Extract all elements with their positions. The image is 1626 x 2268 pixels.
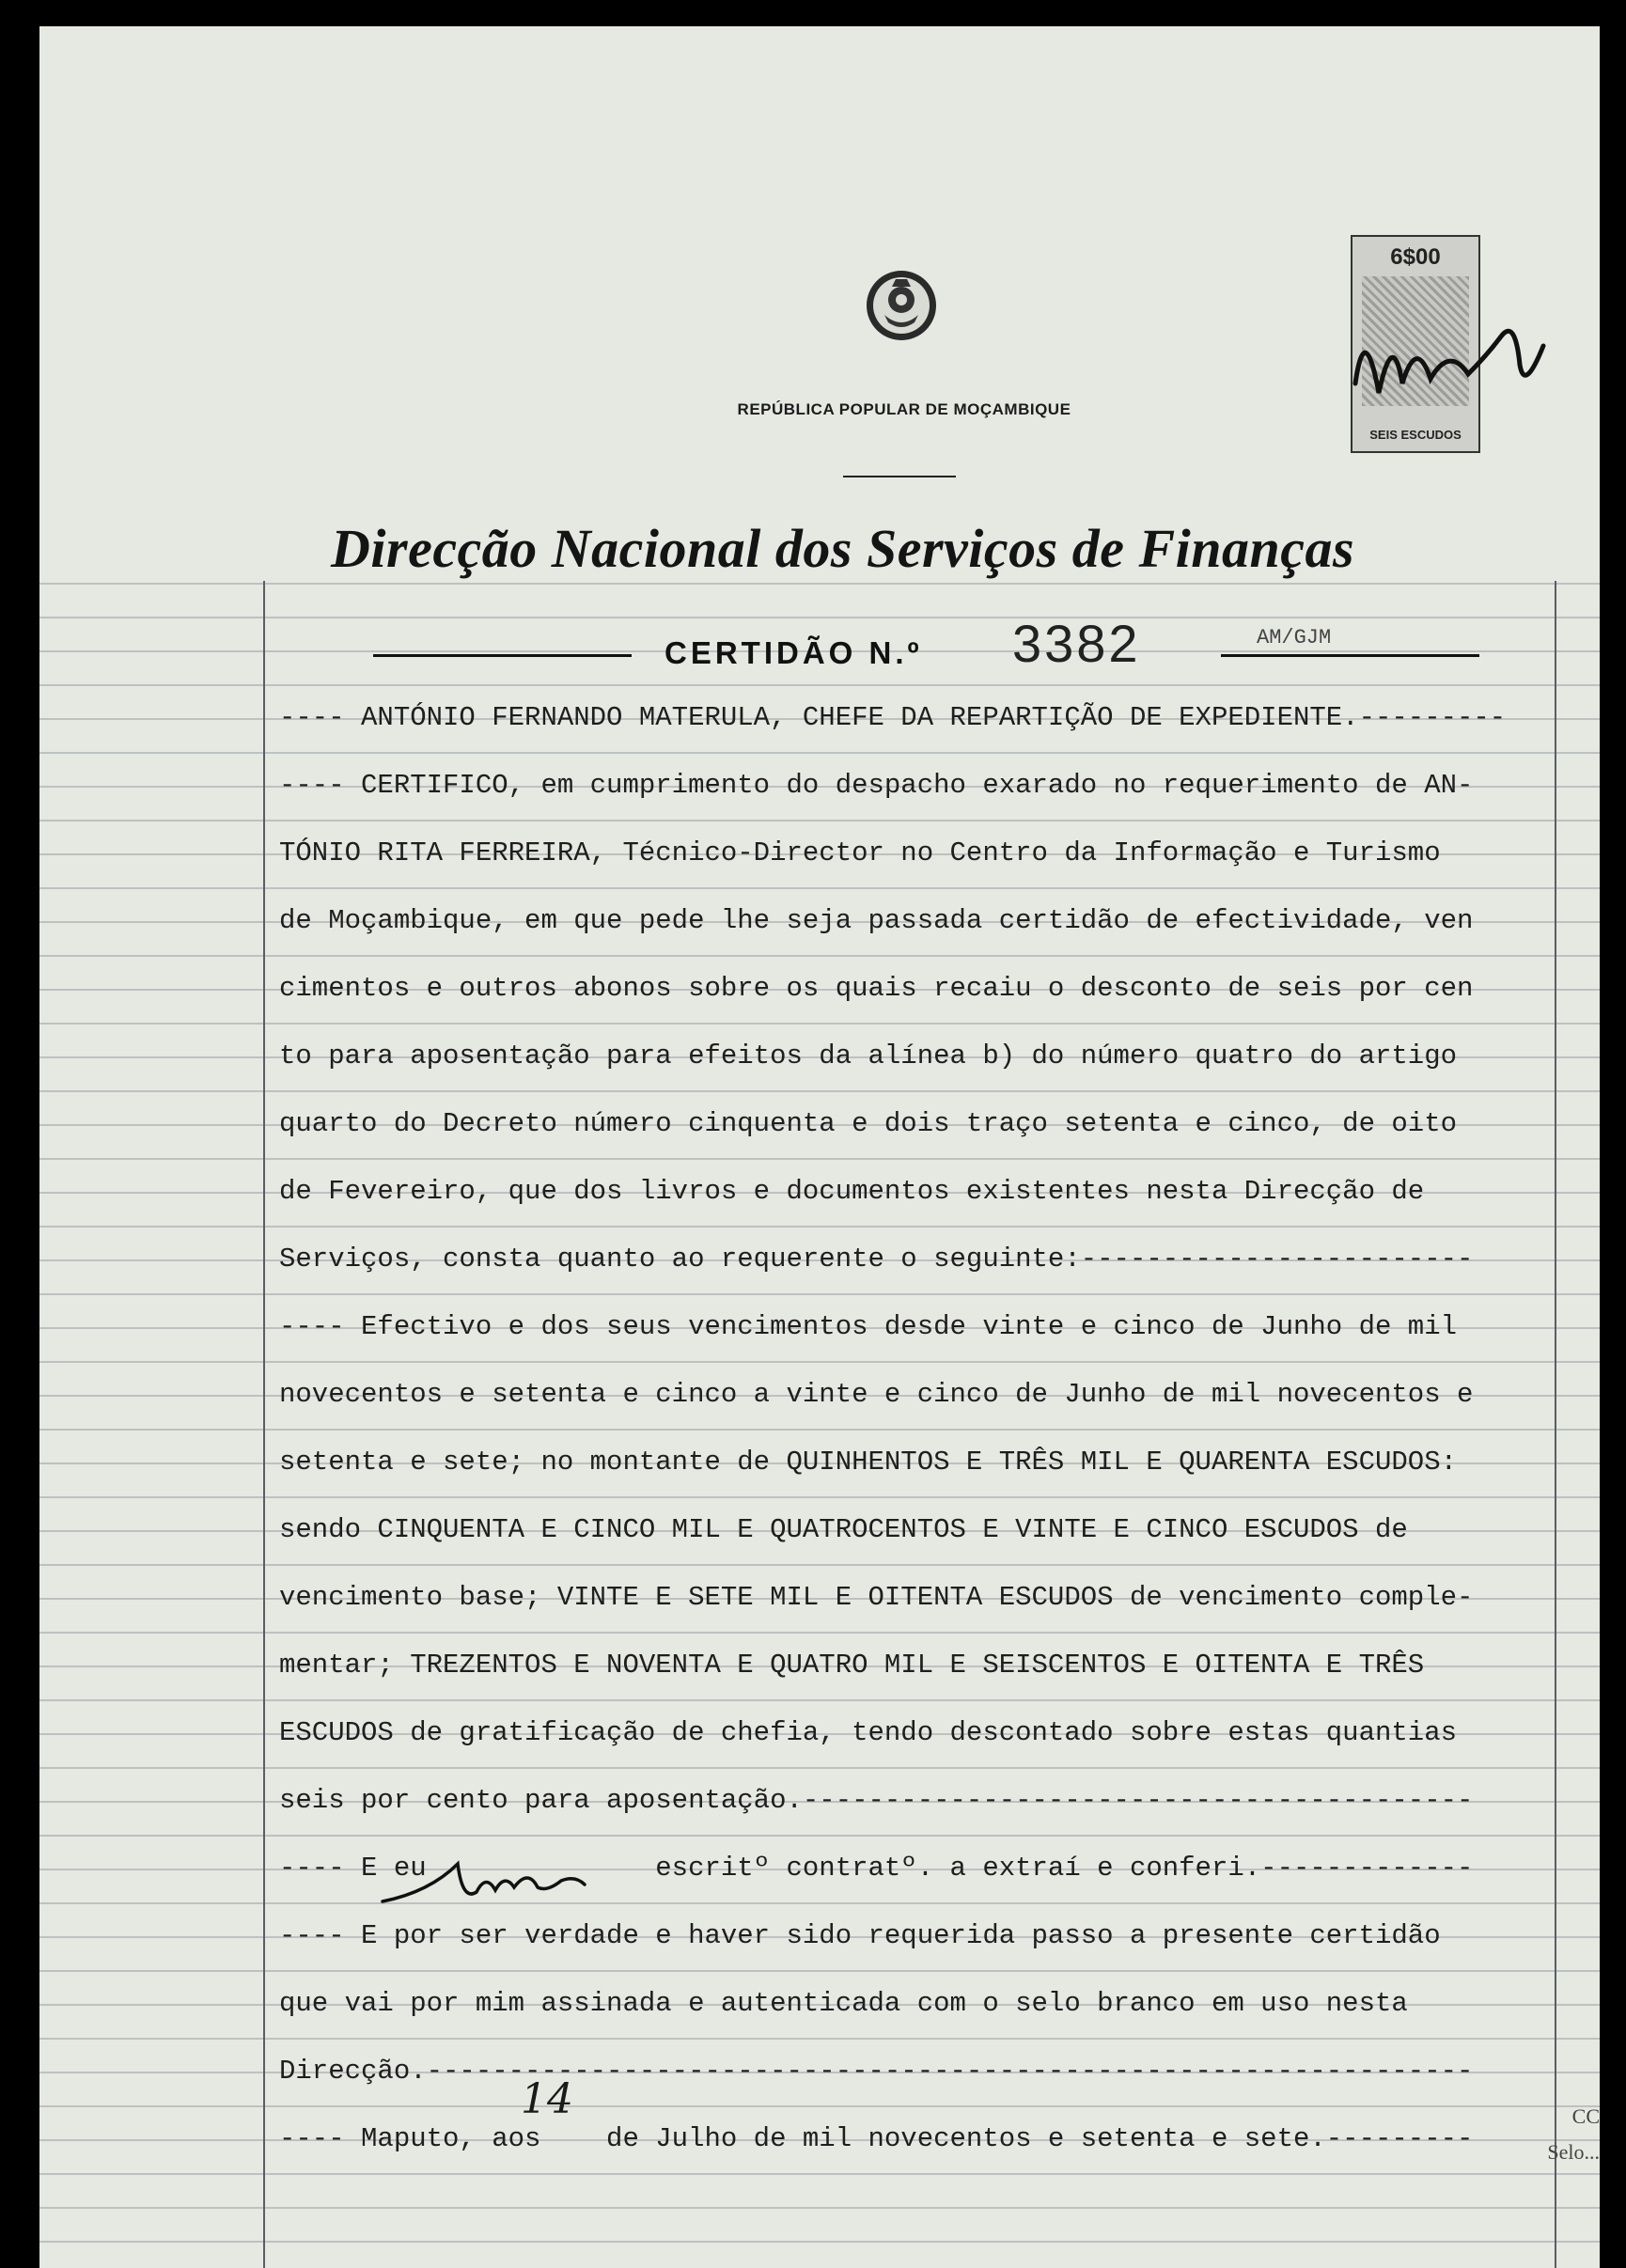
ruled-line: [39, 2173, 1600, 2175]
body-line: TÓNIO RITA FERREIRA, Técnico-Director no Centro da Informação e Turismo: [279, 837, 1441, 868]
clerk-signature: [373, 1836, 636, 1920]
certificate-label: CERTIDÃO N.º: [664, 635, 923, 670]
body-line: quarto do Decreto número cinquenta e dois traço setenta e cinco, de oito: [279, 1108, 1458, 1139]
body-line: que vai por mim assinada e autenticada com o selo branco em uso nesta: [279, 1988, 1408, 2019]
body-line: ---- E por ser verdade e haver sido requerida passo a presente certidão: [279, 1920, 1441, 1951]
republic-name: REPÚBLICA POPULAR DE MOÇAMBIQUE: [737, 400, 1071, 418]
stamp-caption: SEIS ESCUDOS: [1369, 428, 1462, 442]
stamp-cancellation-signature: [1327, 280, 1571, 430]
body-line: de Fevereiro, que dos livros e documentos existentes nesta Direcção de: [279, 1176, 1425, 1207]
body-line: ---- Maputo, aos de Julho de mil novecentos e setenta e sete.---------: [279, 2123, 1474, 2154]
department-heading: Direcção Nacional dos Serviços de Finanças: [331, 518, 1355, 579]
body-line: to para aposentação para efeitos da alínea b) do número quatro do artigo: [279, 1040, 1458, 1071]
ruled-line: [39, 2241, 1600, 2243]
body-line: sendo CINQUENTA E CINCO MIL E QUATROCENTOS E VINTE E CINCO ESCUDOS de: [279, 1514, 1408, 1545]
body-line: setenta e sete; no montante de QUINHENTOS E TRÊS MIL E QUARENTA ESCUDOS:: [279, 1447, 1458, 1478]
left-margin-line: [263, 581, 265, 2268]
ruled-line: [39, 2207, 1600, 2209]
body-line: vencimento base; VINTE E SETE MIL E OITENTA ESCUDOS de vencimento comple-: [279, 1582, 1474, 1613]
body-line: cimentos e outros abonos sobre os quais recaiu o desconto de seis por cen: [279, 973, 1474, 1004]
margin-note-line: CC: [1571, 2104, 1600, 2128]
divider: [1221, 654, 1479, 657]
document-sheet: [39, 26, 1600, 2268]
body-line: ---- E eu escritº contratº. a extraí e conferi.-------------: [279, 1853, 1474, 1884]
body-line: ESCUDOS de gratificação de chefia, tendo descontado sobre estas quantias: [279, 1717, 1458, 1748]
stamp-value: 6$00: [1390, 244, 1441, 270]
handwritten-day: 14: [521, 2075, 573, 2123]
body-line: seis por cento para aposentação.-----------------------------------------: [279, 1785, 1474, 1816]
body-line: ---- CERTIFICO, em cumprimento do despacho exarado no requerimento de AN-: [279, 770, 1474, 801]
certificate-number: 3382: [1012, 614, 1141, 673]
divider: [373, 654, 632, 657]
certificate-number-row: [373, 614, 1520, 682]
body-line: ---- Efectivo e dos seus vencimentos desde vinte e cinco de Junho de mil: [279, 1311, 1458, 1342]
certificate-reference: AM/GJM: [1257, 626, 1332, 649]
certificate-body: [279, 684, 1595, 2173]
body-line: ---- ANTÓNIO FERNANDO MATERULA, CHEFE DA REPARTIÇÃO DE EXPEDIENTE.---------: [279, 702, 1507, 733]
body-line: de Moçambique, em que pede lhe seja passada certidão de efectividade, ven: [279, 905, 1474, 936]
divider: [843, 476, 956, 477]
body-line: Serviços, consta quanto ao requerente o seguinte:------------------------: [279, 1243, 1474, 1275]
margin-note-line: Selo...: [1547, 2140, 1600, 2164]
body-line: novecentos e setenta e cinco a vinte e cinco de Junho de mil novecentos e: [279, 1379, 1474, 1410]
body-line: mentar; TREZENTOS E NOVENTA E QUATRO MIL E SEISCENTOS E OITENTA E TRÊS: [279, 1650, 1425, 1681]
body-line: Direcção.----------------------------------------------------------------: [279, 2056, 1474, 2087]
ruled-line: [39, 583, 1600, 585]
margin-note: [1534, 2099, 1600, 2170]
coat-of-arms-emblem: [864, 268, 939, 343]
